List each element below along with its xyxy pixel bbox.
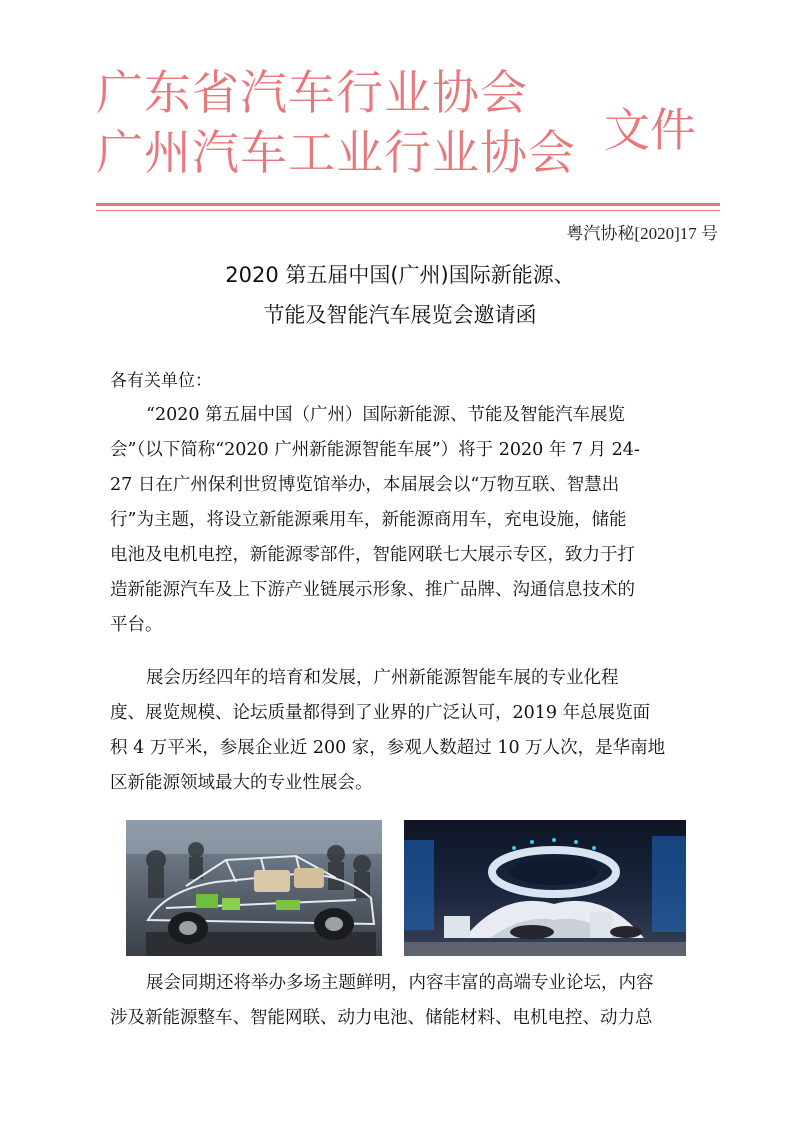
car-chassis-photo: [126, 820, 382, 956]
paragraph-1-line: 会”（以下简称“2020 广州新能源智能车展”）将于 2020 年 7 月 24-: [110, 440, 640, 460]
paragraph-3-line: 展会同期还将举办多场主题鲜明，内容丰富的高端专业论坛，内容: [146, 973, 654, 993]
paragraph-1-line: 电池及电机电控，新能源零部件，智能网联七大展示专区，致力于打: [110, 545, 635, 565]
paragraph-1-line: “2020 第五届中国（广州）国际新能源、节能及智能汽车展览: [146, 405, 626, 425]
paragraph-2-line: 度、展览规模、论坛质量都得到了业界的广泛认可，2019 年总展览面: [110, 703, 651, 723]
paragraph-2-line: 展会历经四年的培育和发展，广州新能源智能车展的专业化程: [146, 668, 619, 688]
letterhead-org-2: 广州汽车工业行业协会: [96, 126, 576, 181]
exhibition-hall-photo: [404, 820, 686, 956]
document-number: 粤汽协秘[2020]17 号: [566, 224, 718, 243]
letterhead-rule-thin: [96, 210, 720, 211]
salutation: 各有关单位：: [110, 371, 212, 391]
paragraph-2-line: 区新能源领域最大的专业性展会。: [110, 773, 373, 793]
title-line-1: 2020 第五届中国(广州)国际新能源、: [225, 263, 575, 287]
letterhead-doc-label: 文件: [604, 103, 696, 157]
paragraph-1-line: 行”为主题，将设立新能源乘用车，新能源商用车，充电设施，储能: [110, 510, 627, 530]
letterhead-org-1: 广东省汽车行业协会: [96, 66, 528, 121]
paragraph-1-line: 造新能源汽车及上下游产业链展示形象、推广品牌、沟通信息技术的: [110, 580, 635, 600]
paragraph-1-line: 平台。: [110, 615, 163, 635]
paragraph-3-line: 涉及新能源整车、智能网联、动力电池、储能材料、电机电控、动力总: [110, 1008, 653, 1028]
paragraph-2-line: 积 4 万平米，参展企业近 200 家，参观人数超过 10 万人次，是华南地: [110, 738, 666, 758]
paragraph-1-line: 27 日在广州保利世贸博览馆举办，本届展会以“万物互联、智慧出: [110, 475, 620, 495]
title-line-2: 节能及智能汽车展览会邀请函: [263, 303, 537, 327]
letterhead-rule-thick: [96, 203, 720, 206]
